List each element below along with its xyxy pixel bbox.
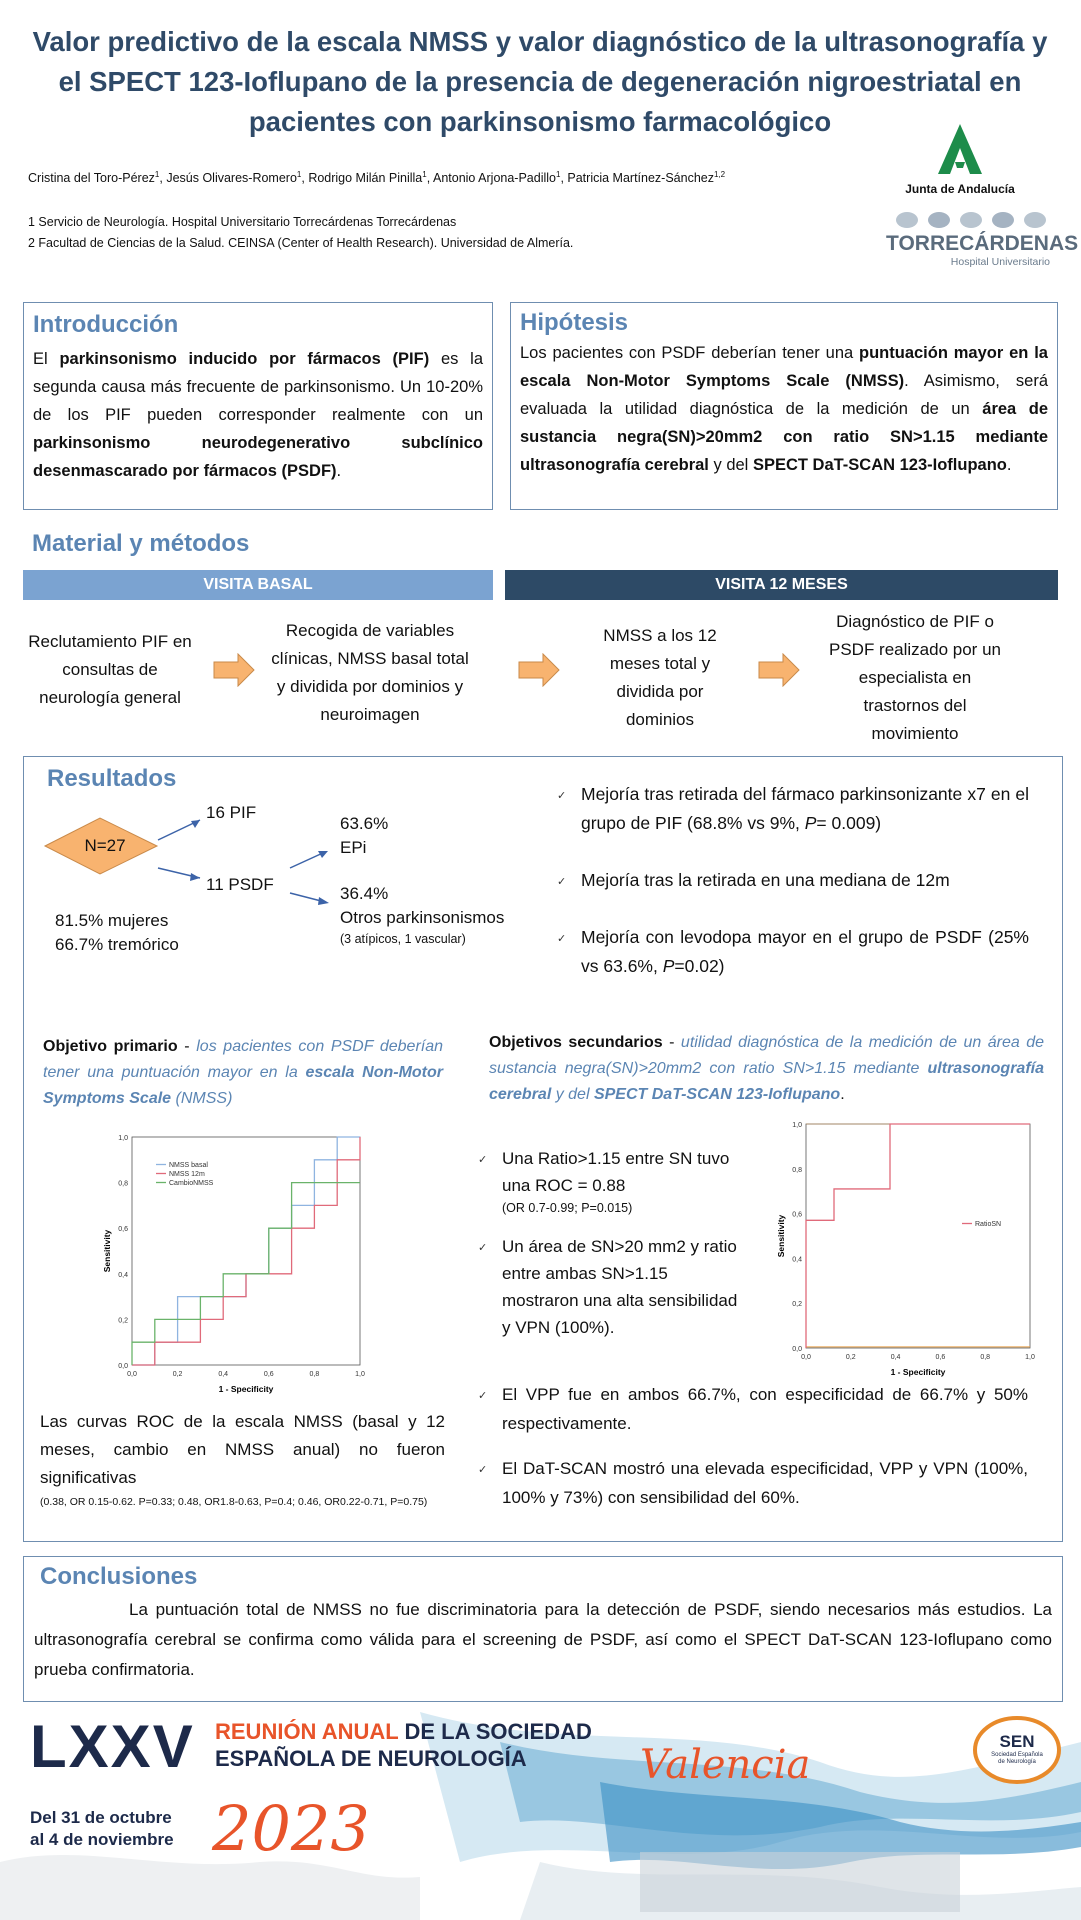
torrecardenas-logo (886, 212, 1079, 277)
plot-area (806, 1124, 1030, 1348)
primary-stats: (0.38, OR 0.15-0.62. P=0.33; 0.48, OR1.8-0.63, P=0.4; 0.46, OR0.22-0.71, P=0.75) (40, 1496, 428, 1508)
junta-andalucia-icon (930, 122, 990, 177)
congress-year: 2023 (212, 1792, 370, 1865)
secondary-bullets-bottom (478, 1380, 1028, 1512)
x-tick-label: 0,8 (309, 1371, 320, 1378)
y-tick-label: 0,6 (792, 1211, 802, 1219)
pif-count: 16 PIF (206, 803, 257, 822)
x-tick-label: 0,8 (980, 1354, 991, 1361)
primary-conclusion: Las curvas ROC de la escala NMSS (basal y 12 meses, cambio en NMSS anual) no fueron significativas (40, 1412, 445, 1487)
demographics: 81.5% mujeres 66.7% tremórico (55, 911, 179, 954)
hypothesis-text: Los pacientes con PSDF deberían tener una puntuación mayor en la escala Non-Motor Symptoms Scale (NMSS). Asimismo, será evaluada la utilidad diagnóstica de la medición de un área de sustancia negra(SN)>20mm2 con ratio SN>1.15 mediante ultrasonografía cerebral y del SPECT DaT-SCAN 123-Ioflupano. (520, 344, 1049, 474)
x-tick-label: 0,4 (890, 1354, 901, 1361)
torrecardenas-label: TORRECÁRDENAS (886, 232, 1079, 255)
congress-banner (0, 1712, 1081, 1920)
congress-city: Valencia (640, 1742, 811, 1788)
x-tick-label: 0,6 (263, 1371, 274, 1378)
secondary-bullet-4: ✓ El DaT-SCAN mostró una elevada especificidad, VPP y VPN (100%, 100% y 73%) con sensibilidad del 60%. (478, 1459, 1028, 1507)
y-axis-label: Sensitivity (102, 1229, 112, 1273)
author-affiliation-number: 1 (154, 170, 160, 179)
introduction-heading: Introducción (33, 311, 179, 338)
introduction-box (23, 302, 493, 510)
conclusions-text: La puntuación total de NMSS no fue discriminatoria para la detección de PSDF, siendo necesarios más estudios. La ultrasonografía cerebral se confirma como válida para el screening de PSDF, así como el SPECT DaT-SCAN 123-Ioflupano como prueba confirmatoria. (34, 1600, 1052, 1679)
y-tick-label: 0,6 (118, 1226, 128, 1234)
n-total: N=27 (84, 836, 126, 855)
hospital-icons (896, 212, 1046, 228)
author-name: Jesús Olivares-Romero (166, 171, 297, 186)
secondary-bullet-3: ✓ El VPP fue en ambos 66.7%, con especificidad de 66.7% y 50% respectivamente. (478, 1385, 1028, 1433)
y-tick-label: 1,0 (792, 1122, 802, 1129)
x-tick-label: 0,2 (172, 1371, 183, 1378)
x-tick-label: 0,0 (801, 1354, 811, 1361)
junta-andalucia-logo (900, 122, 1020, 202)
sen-label: SEN (999, 1732, 1035, 1751)
method-step-2: Recogida de variables clínicas, NMSS basal total y dividida por dominios y neuroimagen (271, 620, 469, 724)
author-affiliation-number: 1 (422, 170, 427, 179)
hypothesis-box (510, 302, 1058, 510)
author-affiliation-number: 1,2 (713, 170, 726, 179)
secondary-objective: Objetivos secundarios - utilidad diagnóstica de la medición de un área de sustancia negra(SN)>20mm2 con ratio SN>1.15 mediante ultrasonografía cerebral y del SPECT DaT-SCAN 123-Ioflupano. (489, 1034, 1045, 1103)
otros-percent: 36.4% Otros parkinsonismos (3 atípicos, 1 vascular) (340, 884, 505, 946)
congress-dates: Del 31 de octubre al 4 de noviembre (30, 1808, 174, 1849)
arrow-right-icon (213, 653, 255, 687)
legend-label: NMSS 12m (169, 1171, 205, 1178)
plot-area (132, 1137, 360, 1365)
affiliation-1: 1 Servicio de Neurología. Hospital Universitario Torrecárdenas Torrecárdenas (28, 215, 457, 229)
sen-logo (972, 1714, 1062, 1784)
secondary-bullet-1: ✓ Una Ratio>1.15 entre SN tuvo una ROC = 0.88 (OR 0.7-0.99; P=0.015) (478, 1149, 730, 1215)
x-axis-label: 1 - Specificity (890, 1367, 946, 1377)
roc-chart-ratiosn (770, 1108, 1040, 1378)
hypothesis-heading: Hipótesis (520, 309, 629, 336)
poster-title: Valor predictivo de la escala NMSS y valor diagnóstico de la ultrasonografía y el SPECT 123-Ioflupano de la presencia de degeneración nigroestriatal en pacientes con parkinsonismo farmacológico (32, 26, 1048, 137)
legend-label: NMSS basal (169, 1162, 208, 1169)
y-tick-label: 0,0 (792, 1346, 802, 1353)
legend-label: RatioSN (975, 1221, 1002, 1228)
result-bullet-1: ✓ Mejoría tras retirada del fármaco parkinsonizante x7 en el grupo de PIF (68.8% vs 9%, P= 0.009) (557, 784, 1029, 833)
results-heading: Resultados (47, 765, 177, 792)
affiliations (28, 212, 573, 254)
y-tick-label: 0,4 (118, 1271, 128, 1279)
author-affiliation-number: 1 (555, 170, 561, 179)
conclusions-box (23, 1556, 1063, 1702)
x-tick-label: 0,6 (935, 1354, 946, 1361)
torrecardenas-sublabel: Hospital Universitario (950, 256, 1050, 268)
author-name: Rodrigo Milán Pinilla (308, 171, 423, 186)
x-tick-label: 0,2 (845, 1354, 856, 1361)
congress-name: REUNIÓN ANUAL DE LA SOCIEDAD ESPAÑOLA DE NEUROLOGÍA (215, 1719, 592, 1771)
visita-basal-bar: VISITA BASAL (23, 570, 493, 600)
x-tick-label: 0,4 (218, 1371, 229, 1378)
introduction-text: El parkinsonismo inducido por fármacos (PIF) es la segunda causa más frecuente de parkinsonismo. Un 10-20% de los PIF pueden corresponder realmente con un parkinsonismo neurodegenerativo subclínico desenmascarado por fármacos (PSDF). (33, 350, 483, 480)
y-tick-label: 0,0 (118, 1363, 128, 1370)
legend-label: CambioNMSS (169, 1180, 214, 1187)
y-tick-label: 0,2 (792, 1301, 802, 1309)
secondary-bullet-2: ✓ Un área de SN>20 mm2 y ratio entre ambas SN>1.15 mostraron una alta sensibilidad y VPN (100%). (478, 1237, 738, 1337)
author-list: Cristina del Toro-Pérez$^1$, Jesús Olivares-Romero$^1$, Rodrigo Milán Pinilla$^1$, Antonio Arjona-Padillo$^1$, Patricia Martínez-Sánchez$^{1,2}$ (28, 170, 726, 186)
author-affiliation-number: 1 (296, 170, 302, 179)
result-bullet-3: ✓ Mejoría con levodopa mayor en el grupo de PSDF (25% vs 63.6%, P=0.02) (557, 927, 1029, 976)
x-tick-label: 1,0 (355, 1371, 365, 1378)
method-step-4: Diagnóstico de PIF o PSDF realizado por un especialista en trastornos del movimiento (829, 611, 1001, 743)
x-tick-label: 0,0 (127, 1371, 137, 1378)
secondary-bullets-left (478, 1145, 743, 1341)
arrow-right-icon (518, 653, 560, 687)
y-tick-label: 0,8 (792, 1166, 802, 1174)
junta-andalucia-label: Junta de Andalucía (905, 182, 1015, 196)
conclusions-heading: Conclusiones (40, 1563, 198, 1590)
method-step-3: NMSS a los 12 meses total y dividida por dominios (603, 625, 717, 729)
results-bullets (557, 780, 1029, 981)
psdf-count: 11 PSDF (206, 875, 274, 894)
y-axis-label: Sensitivity (776, 1214, 786, 1258)
y-tick-label: 0,4 (792, 1256, 802, 1264)
x-tick-label: 1,0 (1025, 1354, 1035, 1361)
y-tick-label: 0,2 (118, 1317, 128, 1325)
epi-percent: 63.6% EPi (340, 814, 389, 857)
y-tick-label: 0,8 (118, 1180, 128, 1188)
arrow-right-icon (758, 653, 800, 687)
author-name: Patricia Martínez-Sánchez (567, 171, 714, 186)
roc-chart-nmss (90, 1125, 370, 1395)
primary-objective: Objetivo primario - los pacientes con PSDF deberían tener una puntuación mayor en la escala Non-Motor Symptoms Scale (NMSS) (43, 1038, 444, 1107)
x-axis-label: 1 - Specificity (218, 1384, 274, 1394)
sen-sublabel: Sociedad Española de Neurología (991, 1752, 1043, 1765)
methods-heading: Material y métodos (32, 530, 250, 557)
author-name: Antonio Arjona-Padillo (432, 171, 556, 186)
method-step-1: Reclutamiento PIF en consultas de neurología general (28, 632, 192, 707)
affiliation-2: 2 Facultad de Ciencias de la Salud. CEINSA (Center of Health Research). Universidad de Almería. (28, 236, 574, 250)
result-bullet-2: ✓ Mejoría tras la retirada en una mediana de 12m (557, 870, 950, 890)
roman-numeral: LXXV (30, 1713, 195, 1780)
visita-12-meses-bar: VISITA 12 MESES (505, 570, 1058, 600)
y-tick-label: 1,0 (118, 1135, 128, 1142)
author-name: Cristina del Toro-Pérez (28, 171, 155, 186)
